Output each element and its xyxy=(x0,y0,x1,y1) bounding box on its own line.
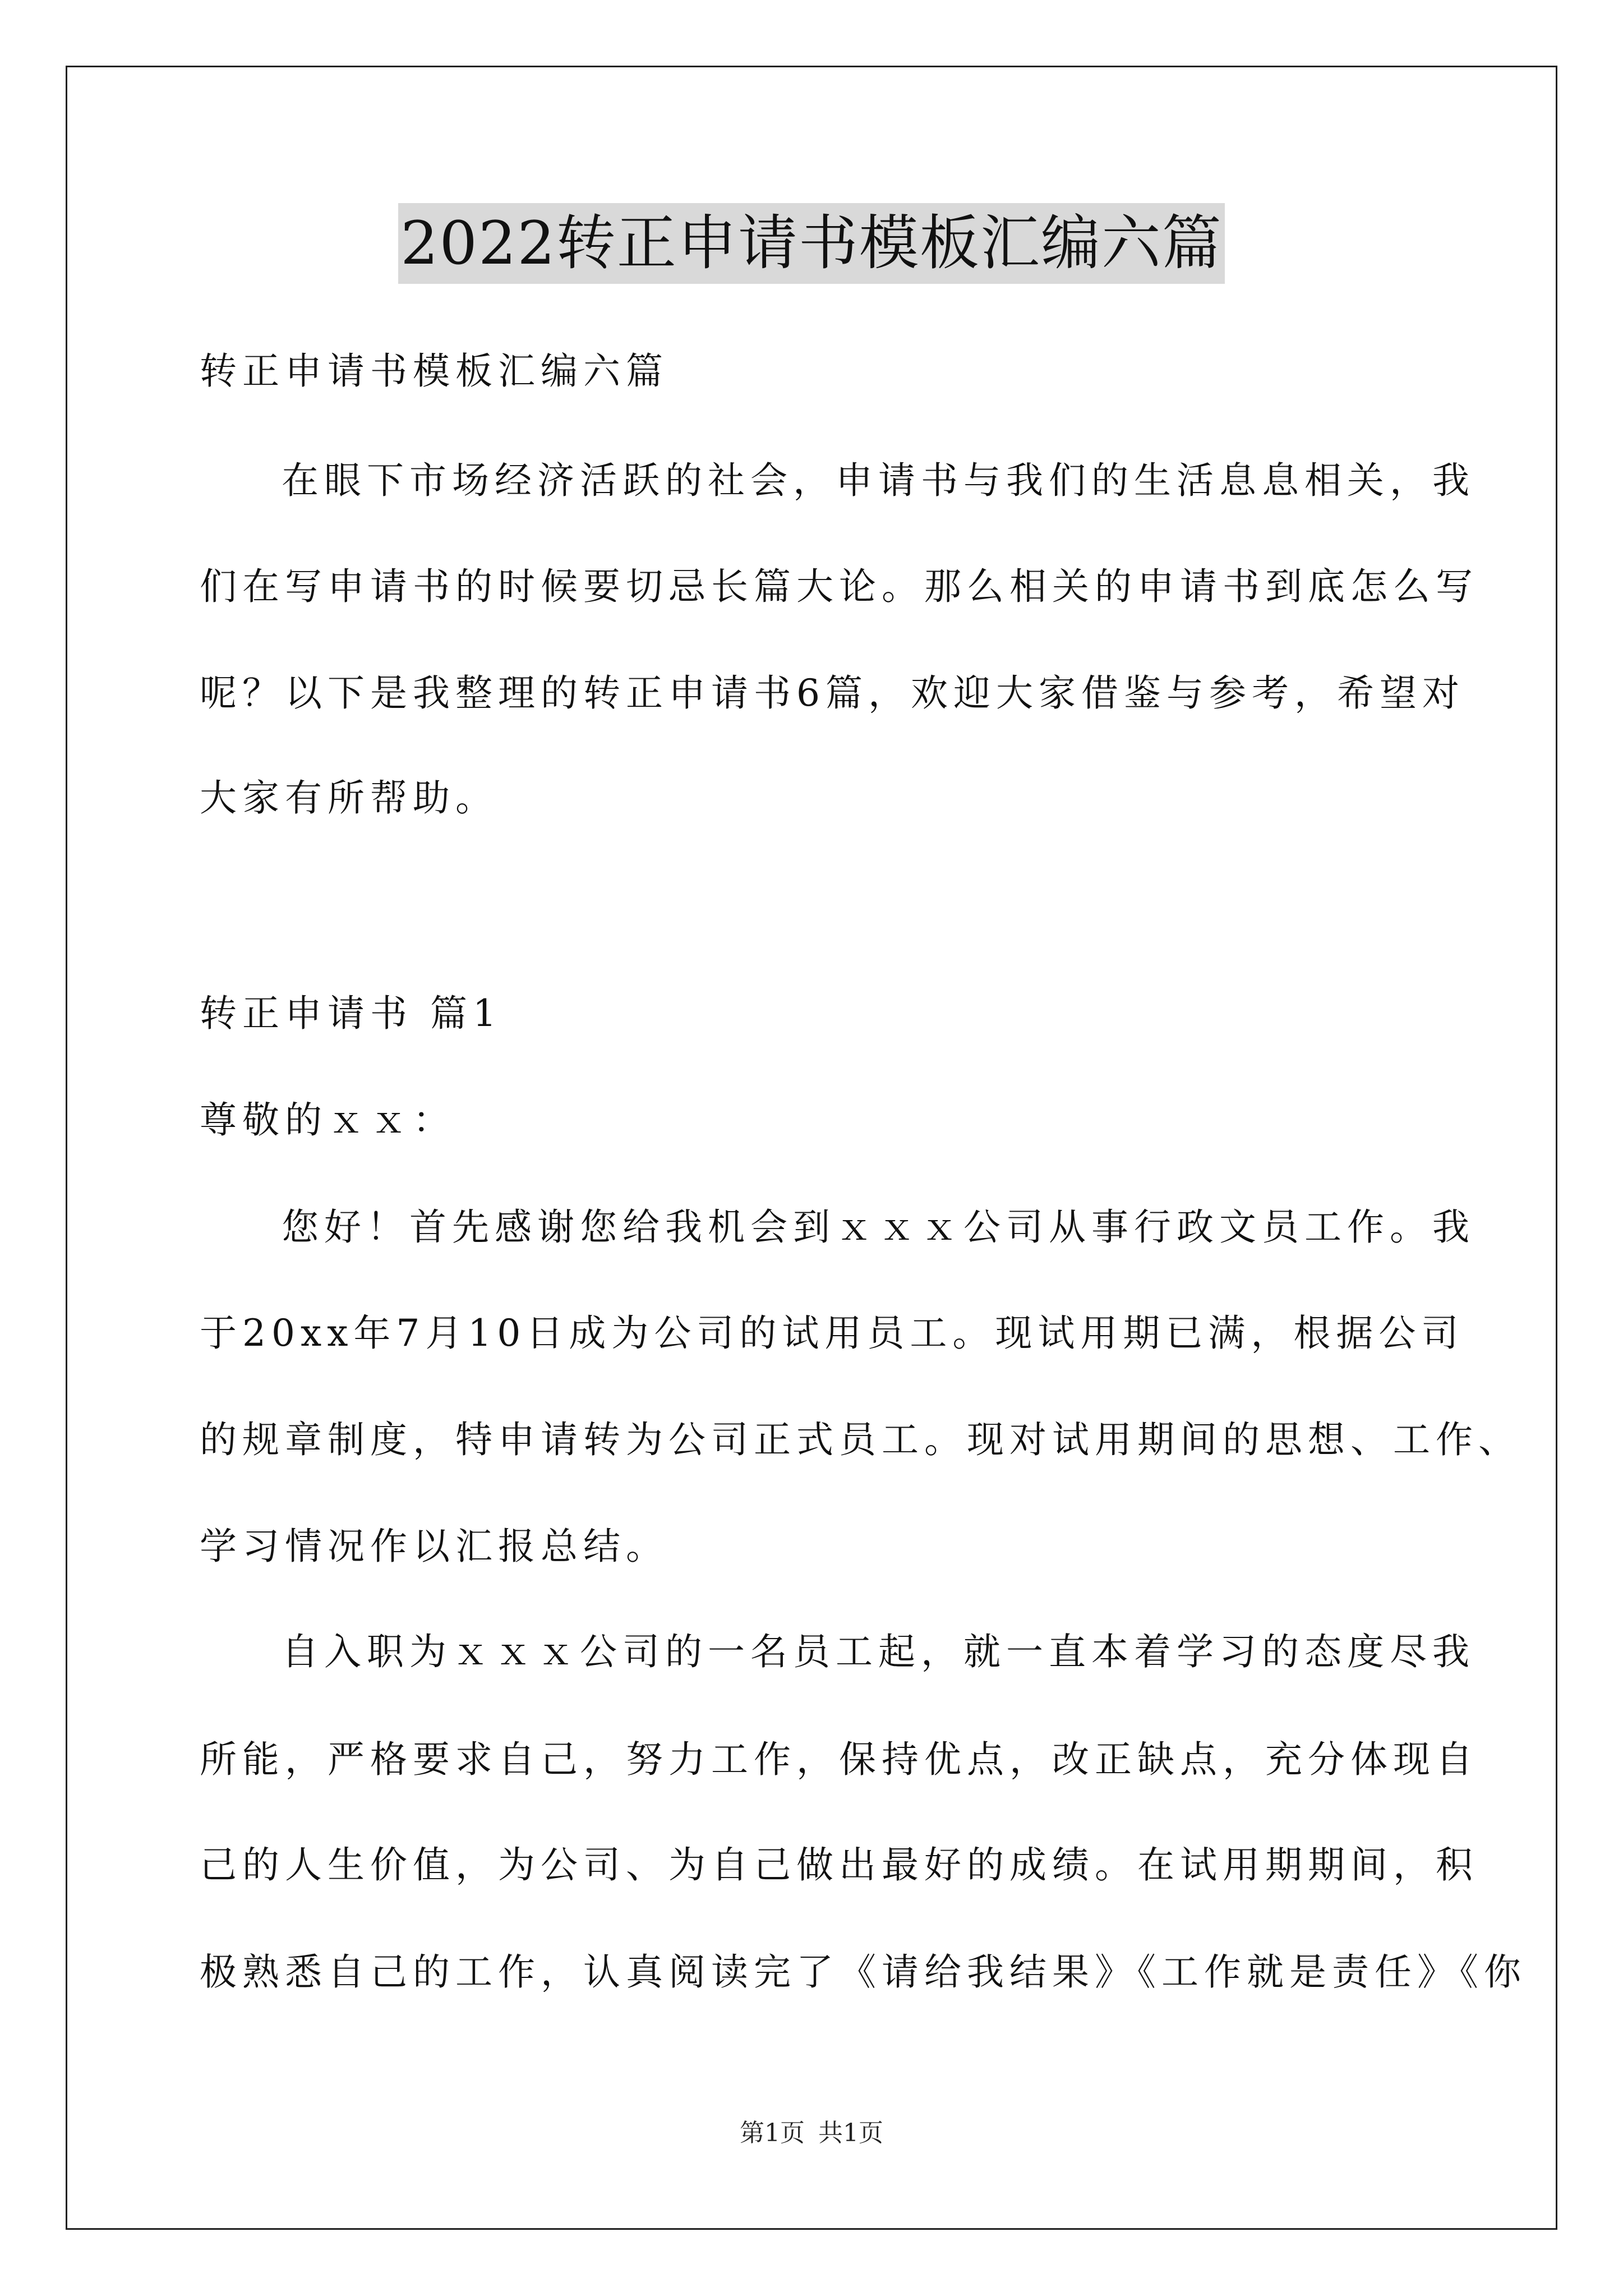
section-heading: 转正申请书 篇1 xyxy=(200,992,502,1035)
paragraph-line: 极熟悉自己的工作，认真阅读完了《请给我结果》《工作就是责任》《你 xyxy=(200,1950,1527,1994)
paragraph-line: 所能，严格要求自己，努力工作，保持优点，改正缺点，充分体现自 xyxy=(200,1738,1478,1781)
paragraph-line: 自入职为ｘｘｘ公司的一名员工起，就一直本着学习的态度尽我 xyxy=(282,1630,1475,1673)
paragraph-line: 于20xx年7月10日成为公司的试用员工。现试用期已满，根据公司 xyxy=(200,1312,1464,1355)
salutation: 尊敬的ｘｘ： xyxy=(200,1098,455,1142)
paragraph-line: 的规章制度，特申请转为公司正式员工。现对试用期间的思想、工作、 xyxy=(200,1418,1521,1461)
paragraph-line: 您好！首先感谢您给我机会到ｘｘｘ公司从事行政文员工作。我 xyxy=(282,1205,1475,1249)
paragraph-line: 学习情况作以汇报总结。 xyxy=(200,1525,668,1568)
document-subtitle: 转正申请书模板汇编六篇 xyxy=(200,349,668,393)
page-number: 第1页 xyxy=(740,2119,805,2147)
document-title: 2022转正申请书模板汇编六篇 xyxy=(398,203,1225,284)
paragraph-line: 们在写申请书的时候要切忌长篇大论。那么相关的申请书到底怎么写 xyxy=(200,565,1478,608)
title-wrap xyxy=(0,203,1623,284)
paragraph-line: 呢？以下是我整理的转正申请书6篇，欢迎大家借鉴与参考，希望对 xyxy=(200,671,1465,715)
paragraph-line: 己的人生价值，为公司、为自己做出最好的成绩。在试用期期间，积 xyxy=(200,1843,1478,1887)
paragraph-line: 在眼下市场经济活跃的社会，申请书与我们的生活息息相关，我 xyxy=(282,459,1475,502)
page-total: 共1页 xyxy=(818,2119,883,2147)
paragraph-line: 大家有所帮助。 xyxy=(200,776,498,820)
page-footer xyxy=(0,2118,1623,2149)
